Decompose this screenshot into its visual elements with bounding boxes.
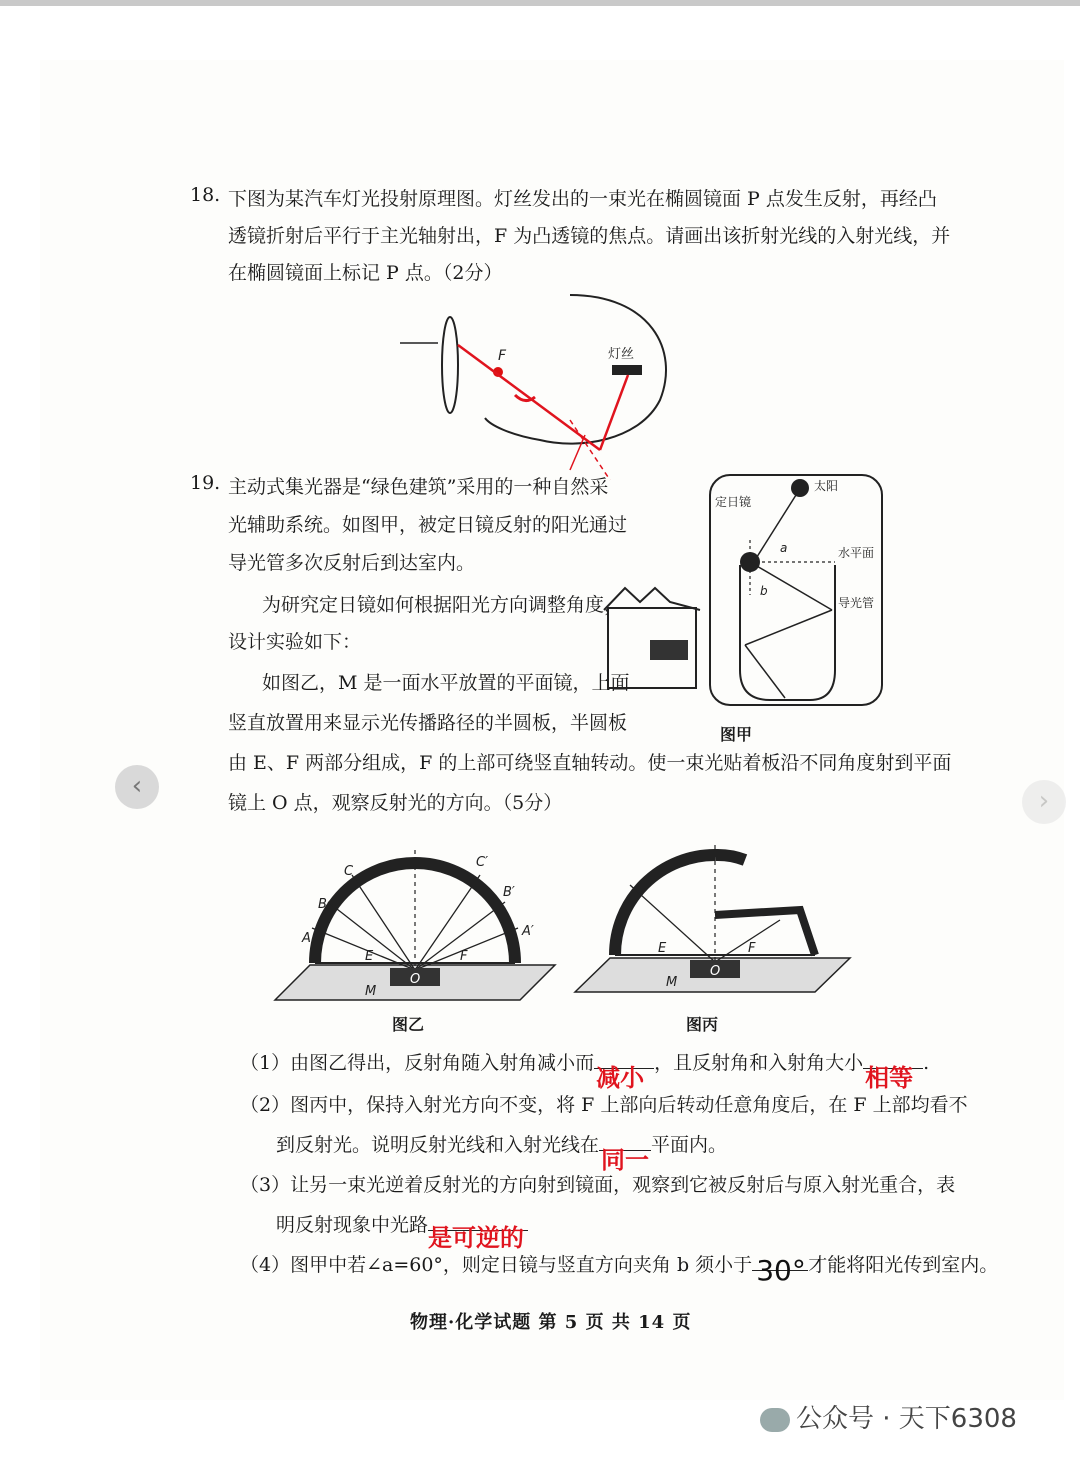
svg-text:导光管: 导光管	[838, 596, 875, 610]
fig-yi-caption: 图乙	[392, 1015, 425, 1034]
q19-p3-line4: 镜上 O 点，观察反射光的方向。（5分）	[228, 792, 563, 814]
sub3-line2: 明反射现象中光路 是可逆的	[276, 1210, 528, 1237]
fig-yi	[270, 820, 560, 1010]
svg-text:F: F	[748, 941, 756, 956]
prev-page-button[interactable]: ‹	[115, 765, 159, 809]
svg-text:O: O	[710, 964, 721, 979]
sub1: （1）由图乙得出，反射角随入射角减小而 减小 ，且反射角和入射角大小 相等 .	[240, 1052, 930, 1092]
q19-p1-line2: 光辅助系统。如图甲，被定日镜反射的阳光通过	[228, 514, 628, 536]
sub1-answer2: 相等	[865, 1064, 914, 1092]
light-pipe	[740, 565, 835, 700]
svg-text:定日镜: 定日镜	[715, 495, 752, 509]
sub4-answer: 30°	[756, 1254, 806, 1287]
fig-bing	[570, 820, 860, 1000]
top-bar	[0, 0, 1080, 6]
focus-label: F	[498, 348, 507, 364]
q18-line1: 下图为某汽车灯光投射原理图。灯丝发出的一束光在椭圆镜面 P 点发生反射，再经凸	[228, 188, 937, 210]
q19-p2-line1: 为研究定日镜如何根据阳光方向调整角度，	[262, 594, 624, 616]
next-page-button[interactable]: ›	[1022, 780, 1066, 824]
q18-number: 18.	[190, 184, 221, 206]
q19-number: 19.	[190, 472, 221, 494]
filament-icon	[612, 365, 642, 375]
svg-text:M: M	[365, 984, 377, 999]
svg-text:E: E	[365, 949, 374, 964]
fig-jia	[600, 470, 890, 720]
q19-p3-line2: 竖直放置用来显示光传播路径的半圆板，半圆板	[228, 712, 628, 734]
svg-text:E: E	[658, 941, 667, 956]
watermark-text: 公众号 · 天下6308	[796, 1404, 1017, 1434]
page-footer: 物理·化学试题 第 5 页 共 14 页	[410, 1312, 692, 1333]
svg-text:B: B	[318, 897, 327, 912]
q19-p1-line3: 导光管多次反射后到达室内。	[228, 552, 476, 574]
sub1-answer1: 减小	[596, 1064, 645, 1092]
sub4: （4）图甲中若∠a=60°，则定日镜与竖直方向夹角 b 须小于 30° 才能将阳光传到室内。	[240, 1254, 999, 1287]
svg-text:A: A	[302, 931, 311, 946]
board-E	[615, 855, 715, 955]
q18-line2: 透镜折射后平行于主光轴射出，F 为凸透镜的焦点。请画出该折射光线的入射光线，并	[228, 225, 951, 247]
q19-p2-line2: 设计实验如下：	[228, 631, 362, 653]
fig-jia-caption: 图甲	[720, 725, 753, 744]
svg-text:M: M	[666, 975, 678, 990]
svg-text:太阳: 太阳	[814, 479, 839, 493]
board-F-rotated	[715, 855, 745, 860]
wechat-icon	[760, 1408, 790, 1432]
svg-text:b: b	[760, 584, 768, 598]
q19-p3-line3: 由 E、F 两部分组成，F 的上部可绕竖直轴转动。使一束光贴着板沿不同角度射到平面	[228, 752, 952, 774]
svg-text:C′: C′	[476, 855, 489, 870]
filament-label: 灯丝	[608, 347, 635, 362]
q18-figure	[390, 290, 700, 500]
svg-text:O: O	[410, 972, 421, 987]
sun-icon	[791, 479, 809, 497]
sub2-line1: （2）图丙中，保持入射光方向不变，将 F 上部向后转动任意角度后，在 F 上部均看不	[240, 1094, 968, 1116]
frame	[710, 475, 882, 705]
sub3-answer: 是可逆的	[428, 1224, 525, 1252]
svg-text:F: F	[460, 949, 468, 964]
q19-p3-line1: 如图乙，M 是一面水平放置的平面镜，上面	[262, 672, 630, 694]
board-F-lower	[715, 910, 815, 955]
svg-text:a: a	[780, 541, 788, 555]
fig-bing-caption: 图丙	[686, 1015, 719, 1034]
filament-ray	[600, 375, 628, 450]
sub3-line1: （3）让另一束光逆着反射光的方向射到镜面，观察到它被反射后与原入射光重合，表	[240, 1174, 956, 1196]
svg-text:A′: A′	[522, 924, 534, 939]
q19-p1-line1: 主动式集光器是“绿色建筑”采用的一种自然采	[228, 476, 609, 498]
q18-line3: 在椭圆镜面上标记 P 点。（2分）	[228, 262, 503, 284]
convex-lens	[442, 317, 458, 413]
incident-ray	[458, 345, 600, 450]
tangent-mark	[570, 435, 585, 470]
sub2-line2: 到反射光。说明反射光线和入射光线在 同一 平面内。	[276, 1134, 728, 1174]
svg-text:C: C	[344, 864, 354, 879]
watermark	[760, 1398, 1017, 1435]
sub2-answer: 同一	[601, 1146, 650, 1174]
svg-text:水平面: 水平面	[838, 546, 875, 560]
svg-text:B′: B′	[503, 885, 515, 900]
